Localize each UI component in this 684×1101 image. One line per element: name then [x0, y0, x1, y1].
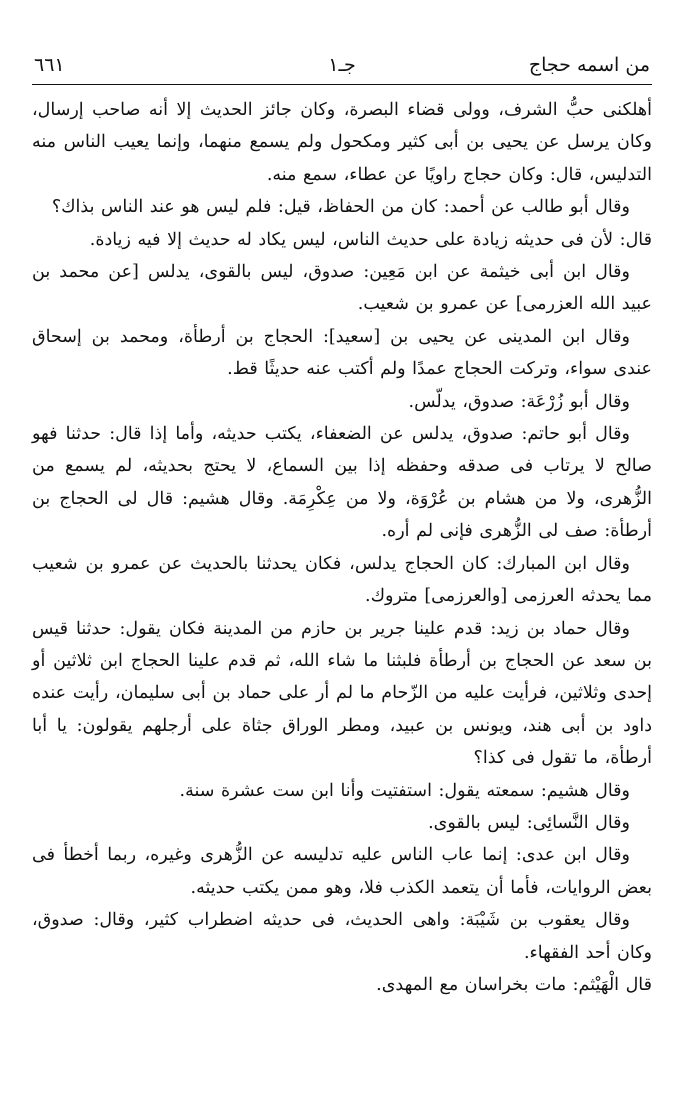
paragraph-2: وقال أبو طالب عن أحمد: كان من الحفاظ، قيل: فلم ليس هو عند الناس بذاك؟	[51, 197, 630, 218]
paragraph-1: أهلكنى حبُّ الشرف، وولى قضاء البصرة، وكان جائز الحديث إلا أنه صاحب إرسال، وكان يرسل عن يحيى بن أبى كثير ومكحول ولم يسمع منهما، وإنما يعيب الناس منه التدليس، قال: وكان حجاج راويًا عن عطاء، سمع منه.	[32, 100, 652, 185]
paragraph-4: وقال ابن أبى خيثمة عن ابن مَعِين: صدوق، ليس بالقوى، يدلس [عن محمد بن عبيد الله العزرمى] عن عمرو بن شعيب.	[32, 262, 652, 315]
paragraph-7: وقال أبو حاتم: صدوق، يدلس عن الضعفاء، يكتب حديثه، وأما إذا قال: حدثنا فهو صالح لا يرتاب فى صدقه وحفظه إذا بين السماع، لا يحتج بحديثه، لم يسمع من الزُّهرى، ولا من هشام بن عُرْوَة، ولا من عِكْرِمَة. وقال هشيم: قال لى الحجاج بن أرطأة: صف لى الزُّهرى فإنى لم أره.	[32, 424, 652, 542]
paragraph-9: وقال حماد بن زيد: قدم علينا جرير بن حازم من المدينة فكان يقول: حدثنا قيس بن سعد عن الحجاج بن أرطأة فلبثنا ما شاء الله، ثم قدم علينا الحجاج ابن ثلاثين أو إحدى وثلاثين، فرأيت عليه من الزّحام ما لم أر على حماد بن أبى سليمان، رأيت عنده داود بن أبى هند، ويونس بن عبيد، ومطر الوراق جثاة على أرجلهم يقولون: يا أبا أرطأة، ما تقول فى كذا؟	[32, 618, 652, 769]
paragraph-11: وقال النَّسائِى: ليس بالقوى.	[428, 812, 630, 833]
running-header	[32, 40, 652, 85]
paragraph-5: وقال ابن المدينى عن يحيى بن [سعيد]: الحجاج بن أرطأة، ومحمد بن إسحاق عندى سواء، وتركت الحجاج عمدًا ولم أكتب عنه حديثًا قط.	[32, 326, 652, 380]
paragraph-14: قال الْهَيْثم: مات بخراسان مع المهدى.	[376, 974, 652, 995]
page-number: ٦٦١	[34, 54, 65, 76]
paragraph-3: قال: لأن فى حديثه زيادة على حديث الناس، ليس يكاد له حديث إلا فيه زيادة.	[89, 229, 652, 250]
paragraph-8: وقال ابن المبارك: كان الحجاج يدلس، فكان يحدثنا بالحديث عن عمرو بن شعيب مما يحدثه العرزمى [والعرزمى] متروك.	[32, 553, 652, 607]
paragraph-10: وقال هشيم: سمعته يقول: استفتيت وأنا ابن ست عشرة سنة.	[179, 780, 630, 801]
book-page	[32, 40, 652, 1001]
page-body	[32, 85, 652, 1001]
paragraph-13: وقال يعقوب بن شَيْبَة: واهى الحديث، فى حديثه اضطراب كثير، وقال: صدوق، وكان أحد الفقهاء.	[32, 910, 652, 963]
paragraph-6: وقال أبو زُرْعَة: صدوق، يدلّس.	[408, 391, 630, 412]
volume-label: جـ١	[328, 54, 356, 76]
paragraph-12: وقال ابن عدى: إنما عاب الناس عليه تدليسه عن الزُّهرى وغيره، ربما أخطأ فى بعض الروايات، فأما أن يتعمد الكذب فلا، وهو ممن يكتب حديثه.	[32, 845, 652, 898]
chapter-title: من اسمه حجاج	[528, 54, 650, 76]
